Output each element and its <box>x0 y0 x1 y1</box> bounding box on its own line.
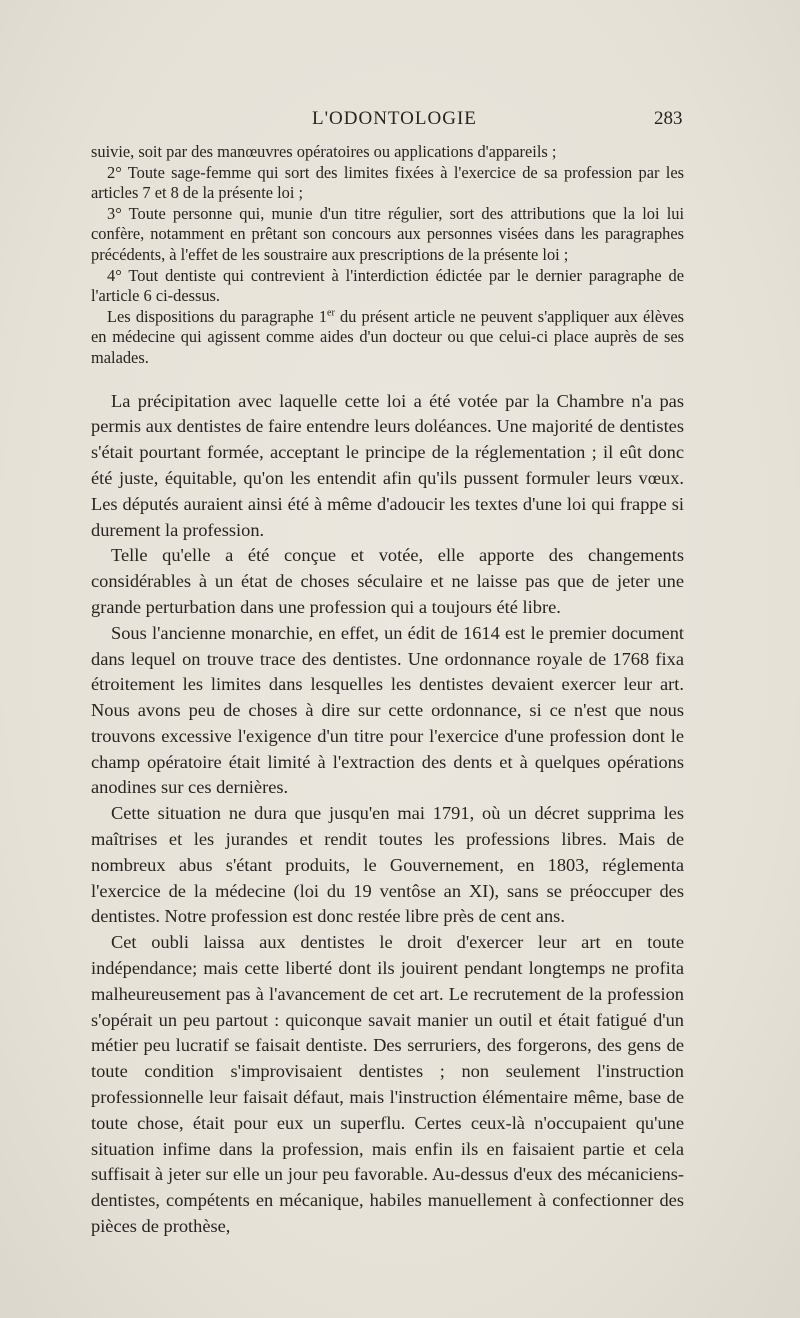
paragraph: La précipitation avec laquelle cette loi a été votée par la Chambre n'a pas permis aux dentistes de faire entendre leurs doléances. Une majorité de dentistes s'était pourtant formée, acceptant le principe de la réglementation ; il eût donc été juste, équitable, qu'on les entendit afin qu'ils pussent formuler leurs vœux. Les députés auraient ainsi été à même d'adoucir les textes d'une loi qui frappe si durement la profession. <box>91 390 684 540</box>
law-clause-continuation: suivie, soit par des manœuvres opératoires ou applications d'appareils ; <box>91 142 557 161</box>
law-final-provision-start: Les dispositions du paragraphe 1 <box>107 306 328 326</box>
law-final-provision <box>91 307 684 369</box>
running-head <box>0 108 800 134</box>
law-clause-4: 4° Tout dentiste qui contrevient à l'interdiction édictée par le dernier paragraphe de l'article 6 ci-dessus. <box>91 265 684 306</box>
paragraph: Cette situation ne dura que jusqu'en mai 1791, où un décret supprima les maîtrises et les jurandes et rendit toutes les professions libres. Mais de nombreux abus s'étant produits, le Gouvernement, en 1803, réglementa l'exercice de la médecine (loi du 19 ventôse an XI), sans se préoccuper des dentistes. Notre profession est donc restée libre près de cent ans. <box>91 803 684 927</box>
law-final-provision-end: du présent article ne peuvent s'appliquer aux élèves en médecine qui agissent comme aides d'un docteur ou que celui-ci place auprès de ses malades. <box>91 306 684 367</box>
article-text <box>91 389 684 1240</box>
page-number: 283 <box>654 108 683 129</box>
paragraph: Cet oubli laissa aux dentistes le droit d'exercer leur art en toute indépendance; mais cette liberté dont ils jouirent pendant longtemps ne profita malheureusement pas à l'avancement de cet art. Le recrutement de la profession s'opérait un peu partout : quiconque savait manier un outil et était fatigué d'un métier peu lucratif se faisait dentiste. Des serruriers, des forgerons, des gens de toute condition s'improvisaient dentistes ; non seulement l'instruction professionnelle leur faisait défaut, mais l'instruction élémentaire même, base de toute chose, était pour eux un superflu. Certes ceux-là n'occupaient qu'une situation infime dans la profession, mais enfin ils en faisaient partie et cela suffisait à jeter sur elle un jour peu favorable. Au-dessus d'eux des mécaniciens-dentistes, compétents en mécanique, habiles manuellement à confectionner des pièces de prothèse, <box>91 932 684 1237</box>
journal-title: L'ODONTOLOGIE <box>312 108 477 129</box>
paragraph: Sous l'ancienne monarchie, en effet, un édit de 1614 est le premier document dans lequel on trouve trace des dentistes. Une ordonnance royale de 1768 fixa étroitement les limites dans lesquelles les dentistes devaient exercer leur art. Nous avons peu de choses à dire sur cette ordonnance, si ce n'est que nous trouvons excessive l'exigence d'un titre pour l'exercice d'une profession dont le champ opératoire était limité à l'extraction des dents et à quelques opérations anodines sur ces dernières. <box>91 622 684 798</box>
law-clause-2: 2° Toute sage-femme qui sort des limites fixées à l'exercice de sa profession par les articles 7 et 8 de la présente loi ; <box>91 162 684 203</box>
ordinal-superscript: er <box>327 307 335 319</box>
page-body <box>91 142 684 1240</box>
law-clause-3: 3° Toute personne qui, munie d'un titre régulier, sort des attributions que la loi lui confère, notamment en prêtant son concours aux personnes visées dans les paragraphes précédents, à l'effet de les soustraire aux prescriptions de la présente loi ; <box>91 203 684 264</box>
quoted-law-text <box>91 142 684 369</box>
paragraph: Telle qu'elle a été conçue et votée, elle apporte des changements considérables à un état de choses séculaire et ne laisse pas que de jeter une grande perturbation dans une profession qui a toujours été libre. <box>91 545 684 617</box>
